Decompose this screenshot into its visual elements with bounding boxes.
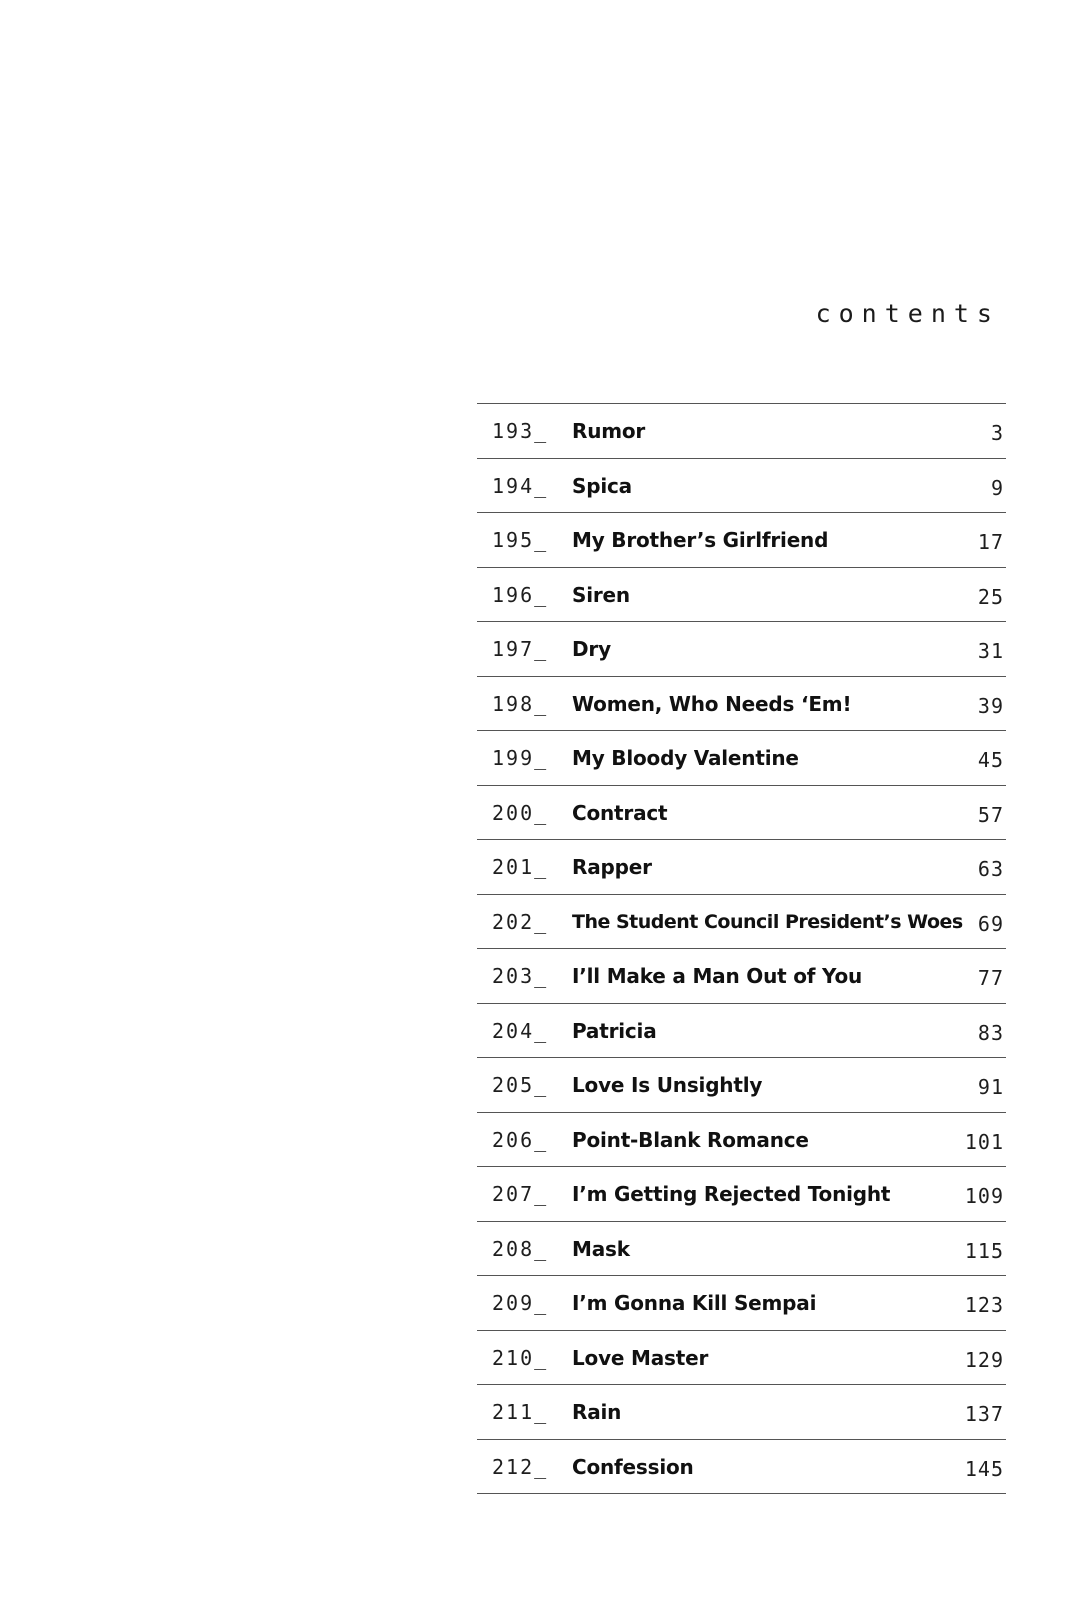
- chapter-number: 199_: [492, 746, 549, 770]
- chapter-title: Rapper: [572, 855, 652, 879]
- chapter-title: Siren: [572, 582, 630, 607]
- chapter-page-number: 25: [977, 584, 1004, 609]
- chapter-page-number: 77: [977, 966, 1004, 990]
- chapter-title: Rumor: [572, 419, 646, 443]
- toc-row: [477, 1058, 1006, 1113]
- toc-row: [477, 459, 1006, 514]
- chapter-number: 196_: [492, 582, 549, 607]
- chapter-page-number: 123: [964, 1293, 1004, 1317]
- chapter-number: 197_: [492, 637, 549, 661]
- chapter-page-number: 137: [964, 1402, 1004, 1426]
- toc-row: [477, 731, 1006, 786]
- toc-row: [477, 1385, 1006, 1440]
- chapter-page-number: 39: [977, 693, 1004, 718]
- chapter-title: Rain: [572, 1400, 622, 1424]
- chapter-page-number: 63: [977, 857, 1004, 881]
- chapter-title: Dry: [572, 637, 611, 661]
- chapter-page-number: 31: [977, 639, 1004, 663]
- chapter-number: 207_: [492, 1182, 549, 1206]
- chapter-title: My Bloody Valentine: [572, 746, 799, 770]
- table-of-contents: [477, 403, 1006, 1494]
- toc-row: [477, 1440, 1006, 1495]
- chapter-number: 202_: [492, 909, 549, 934]
- toc-row: [477, 1113, 1006, 1168]
- toc-row: [477, 622, 1006, 677]
- chapter-title: Patricia: [572, 1018, 657, 1043]
- chapter-number: 205_: [492, 1073, 549, 1097]
- contents-heading: contents: [815, 299, 1000, 328]
- chapter-page-number: 109: [964, 1184, 1004, 1208]
- chapter-number: 206_: [492, 1127, 549, 1152]
- toc-row: [477, 568, 1006, 623]
- chapter-page-number: 83: [977, 1020, 1004, 1045]
- chapter-number: 194_: [492, 473, 549, 498]
- chapter-title: Love Master: [572, 1345, 709, 1370]
- chapter-page-number: 3: [990, 421, 1004, 445]
- toc-row: [477, 1222, 1006, 1277]
- toc-row: [477, 1331, 1006, 1386]
- chapter-title: The Student Council President’s Woes: [572, 910, 963, 933]
- chapter-page-number: 101: [964, 1129, 1004, 1154]
- chapter-number: 210_: [492, 1345, 549, 1370]
- chapter-title: Love Is Unsightly: [572, 1073, 763, 1097]
- chapter-page-number: 45: [977, 748, 1004, 772]
- chapter-title: I’m Gonna Kill Sempai: [572, 1291, 817, 1315]
- toc-row: [477, 677, 1006, 732]
- toc-row: [477, 840, 1006, 895]
- toc-row: [477, 949, 1006, 1004]
- chapter-number: 212_: [492, 1454, 549, 1479]
- chapter-page-number: 145: [964, 1456, 1004, 1481]
- chapter-number: 208_: [492, 1236, 549, 1261]
- toc-row: [477, 1004, 1006, 1059]
- chapter-number: 204_: [492, 1018, 549, 1043]
- chapter-page-number: 69: [977, 911, 1004, 936]
- chapter-title: I’m Getting Rejected Tonight: [572, 1182, 891, 1206]
- chapter-number: 201_: [492, 855, 549, 879]
- chapter-number: 200_: [492, 800, 549, 825]
- chapter-title: Contract: [572, 800, 668, 825]
- chapter-page-number: 129: [964, 1347, 1004, 1372]
- chapter-title: Mask: [572, 1236, 630, 1261]
- chapter-page-number: 115: [964, 1238, 1004, 1263]
- toc-row: [477, 895, 1006, 950]
- chapter-page-number: 57: [977, 802, 1004, 827]
- toc-row: [477, 1276, 1006, 1331]
- chapter-title: Point-Blank Romance: [572, 1127, 809, 1152]
- chapter-page-number: 9: [990, 475, 1004, 500]
- chapter-number: 211_: [492, 1400, 549, 1424]
- chapter-title: Confession: [572, 1454, 694, 1479]
- chapter-number: 203_: [492, 964, 549, 988]
- toc-row: [477, 786, 1006, 841]
- chapter-number: 198_: [492, 691, 549, 716]
- chapter-number: 193_: [492, 419, 549, 443]
- toc-row: [477, 513, 1006, 568]
- chapter-number: 209_: [492, 1291, 549, 1315]
- chapter-title: Spica: [572, 473, 632, 498]
- chapter-number: 195_: [492, 528, 549, 552]
- chapter-page-number: 17: [977, 530, 1004, 554]
- chapter-title: My Brother’s Girlfriend: [572, 528, 829, 552]
- chapter-title: I’ll Make a Man Out of You: [572, 964, 863, 988]
- toc-row: [477, 1167, 1006, 1222]
- chapter-page-number: 91: [977, 1075, 1004, 1099]
- toc-row: [477, 404, 1006, 459]
- chapter-title: Women, Who Needs ‘Em!: [572, 691, 852, 716]
